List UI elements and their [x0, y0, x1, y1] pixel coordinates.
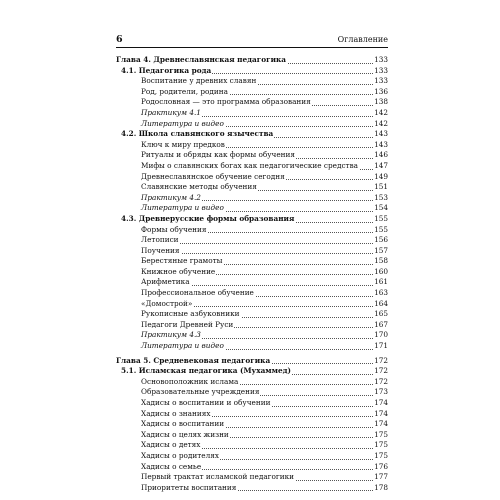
toc-page-number: 175: [374, 440, 388, 450]
toc-item-entry: [116, 299, 388, 310]
toc-item-entry: [116, 140, 388, 151]
toc-page-number: 172: [374, 376, 388, 386]
toc-page-number: 133: [374, 76, 388, 86]
toc-item-entry: [116, 97, 388, 108]
toc-page-number: 172: [374, 355, 388, 365]
toc-section-label: 4.2. Школа славянского язычества: [121, 129, 274, 139]
toc-page-number: 175: [374, 450, 388, 460]
toc-page-number: 142: [374, 118, 388, 128]
toc-page-number: 174: [374, 419, 388, 429]
toc-item-label: Приоритеты воспитания: [141, 482, 237, 492]
toc-page-number: 156: [374, 235, 388, 245]
toc-item-label: Хадисы о семье: [141, 461, 202, 471]
toc-item-label: Книжное обучение: [141, 266, 216, 276]
toc-item-entry: [116, 161, 388, 172]
toc-page-number: 142: [374, 107, 388, 117]
toc-section-entry: [116, 129, 388, 140]
toc-item-label: Древнеславянское обучение сегодня: [141, 171, 285, 181]
toc-item-label: Род, родители, родина: [141, 86, 228, 96]
toc-page-number: 167: [374, 319, 388, 329]
toc-item-label: Практикум 4.2: [141, 192, 201, 202]
toc-item-entry: [116, 377, 388, 388]
toc-item-entry: [116, 430, 388, 441]
toc-item-label: Ключ к миру предков: [141, 139, 225, 149]
toc-chapter-label: Глава 4. Древнеславянская педагогика: [116, 55, 286, 64]
toc-section-entry: [116, 66, 388, 77]
toc-page-number: 170: [374, 330, 388, 340]
toc-page-number: 176: [374, 461, 388, 471]
toc-item-entry: [116, 398, 388, 409]
toc-item-label: Хадисы о целях жизни: [141, 429, 229, 439]
toc-section-entry: [116, 366, 388, 377]
toc-item-entry: [116, 203, 388, 214]
toc-item-entry: [116, 182, 388, 193]
toc-page-number: 171: [374, 341, 388, 351]
toc-page-number: 133: [374, 65, 388, 75]
toc-section-entry: [116, 214, 388, 225]
toc-page-number: 174: [374, 398, 388, 407]
toc-page-number: 160: [374, 266, 388, 276]
toc-page-number: 149: [374, 171, 388, 181]
toc-item-entry: [116, 320, 388, 331]
toc-item-entry: [116, 193, 388, 204]
toc-item-label: Хадисы о воспитании: [141, 419, 225, 429]
toc-page-number: 175: [374, 429, 388, 439]
toc-item-entry: [116, 462, 388, 473]
toc-page-number: 165: [374, 309, 388, 319]
toc-page-number: 174: [374, 408, 388, 418]
toc-item-entry: [116, 235, 388, 246]
toc-item-label: Ритуалы и обряды как формы обучения: [141, 150, 296, 160]
page-header: [116, 34, 388, 46]
toc-item-entry: [116, 172, 388, 183]
table-of-contents: [116, 55, 388, 493]
toc-item-entry: [116, 108, 388, 119]
toc-item-entry: [116, 419, 388, 430]
toc-page-number: 157: [374, 245, 388, 255]
toc-page-number: 172: [374, 366, 388, 376]
toc-page-number: 138: [374, 97, 388, 107]
toc-item-entry: [116, 387, 388, 398]
toc-item-label: Славянские методы обучения: [141, 182, 257, 192]
toc-item-entry: [116, 440, 388, 451]
toc-item-label: Практикум 4.3: [141, 330, 201, 340]
toc-item-entry: [116, 76, 388, 87]
toc-page-number: 136: [374, 86, 388, 96]
toc-page-number: 155: [374, 213, 388, 223]
toc-item-entry: [116, 150, 388, 161]
toc-item-label: Арифметика: [141, 277, 190, 287]
toc-item-label: Литература и видео: [141, 203, 224, 213]
toc-item-label: Основоположник ислама: [141, 376, 239, 386]
toc-section-label: 4.3. Древнерусские формы образования: [121, 213, 295, 223]
toc-item-entry: [116, 225, 388, 236]
toc-item-label: Воспитание у древних славян: [141, 76, 257, 86]
toc-page-number: 173: [374, 387, 388, 397]
toc-item-label: Летописи: [141, 235, 179, 245]
toc-page-number: 164: [374, 298, 388, 308]
toc-item-label: Образовательные учреждения: [141, 387, 260, 397]
toc-page-number: 158: [374, 256, 388, 266]
toc-item-entry: [116, 119, 388, 130]
toc-item-label: Берестяные грамоты: [141, 256, 223, 266]
toc-page-number: 155: [374, 224, 388, 234]
toc-item-label: Родословная — это программа образования: [141, 97, 311, 107]
toc-page-number: 163: [374, 288, 388, 298]
header-rule: [116, 47, 388, 48]
toc-item-entry: [116, 277, 388, 288]
toc-section-label: 4.1. Педагогика рода: [121, 65, 212, 75]
toc-item-entry: [116, 256, 388, 267]
toc-chapter-entry: [116, 55, 388, 66]
toc-chapter-entry: [116, 356, 388, 367]
toc-item-label: Хадисы о воспитании и обучении: [141, 398, 271, 407]
toc-page-number: 147: [374, 160, 388, 170]
toc-item-label: Педагоги Древней Руси: [141, 319, 234, 329]
toc-page-number: 161: [374, 277, 388, 287]
toc-page-number: 133: [374, 55, 388, 64]
toc-item-label: Формы обучения: [141, 224, 207, 234]
toc-page-number: 146: [374, 150, 388, 160]
toc-item-entry: [116, 246, 388, 257]
toc-item-label: Хадисы о знаниях: [141, 408, 211, 418]
toc-item-entry: [116, 330, 388, 341]
toc-chapter-label: Глава 5. Средневековая педагогика: [116, 355, 271, 365]
toc-item-label: Рукописные азбуковники: [141, 309, 240, 319]
toc-item-entry: [116, 87, 388, 98]
toc-item-entry: [116, 483, 388, 494]
toc-item-label: Поучения: [141, 245, 180, 255]
toc-page-number: 177: [374, 472, 388, 482]
toc-item-label: Мифы о славянских богах как педагогические средства: [141, 160, 359, 170]
toc-page-number: 143: [374, 129, 388, 139]
toc-page-number: 151: [374, 182, 388, 192]
toc-page-number: 153: [374, 192, 388, 202]
toc-page-number: 154: [374, 203, 388, 213]
toc-item-entry: [116, 472, 388, 483]
running-title: Оглавление: [337, 35, 388, 44]
toc-item-label: Профессиональное обучение: [141, 288, 254, 298]
toc-item-entry: [116, 409, 388, 420]
toc-item-entry: [116, 267, 388, 278]
toc-item-entry: [116, 288, 388, 299]
toc-item-label: Литература и видео: [141, 341, 224, 351]
toc-item-entry: [116, 341, 388, 352]
toc-section-label: 5.1. Исламская педагогика (Мухаммед): [121, 366, 291, 376]
toc-page-number: 143: [374, 139, 388, 149]
toc-item-entry: [116, 309, 388, 320]
toc-item-label: Первый трактат исламской педагогики: [141, 472, 294, 482]
toc-item-label: Хадисы о детях: [141, 440, 201, 450]
toc-item-label: «Домострой»: [141, 298, 193, 308]
toc-page-number: 178: [374, 482, 388, 492]
toc-item-label: Хадисы о родителях: [141, 450, 219, 460]
page-number: 6: [116, 34, 123, 45]
toc-item-label: Практикум 4.1: [141, 107, 201, 117]
toc-item-entry: [116, 451, 388, 462]
toc-item-label: Литература и видео: [141, 118, 224, 128]
